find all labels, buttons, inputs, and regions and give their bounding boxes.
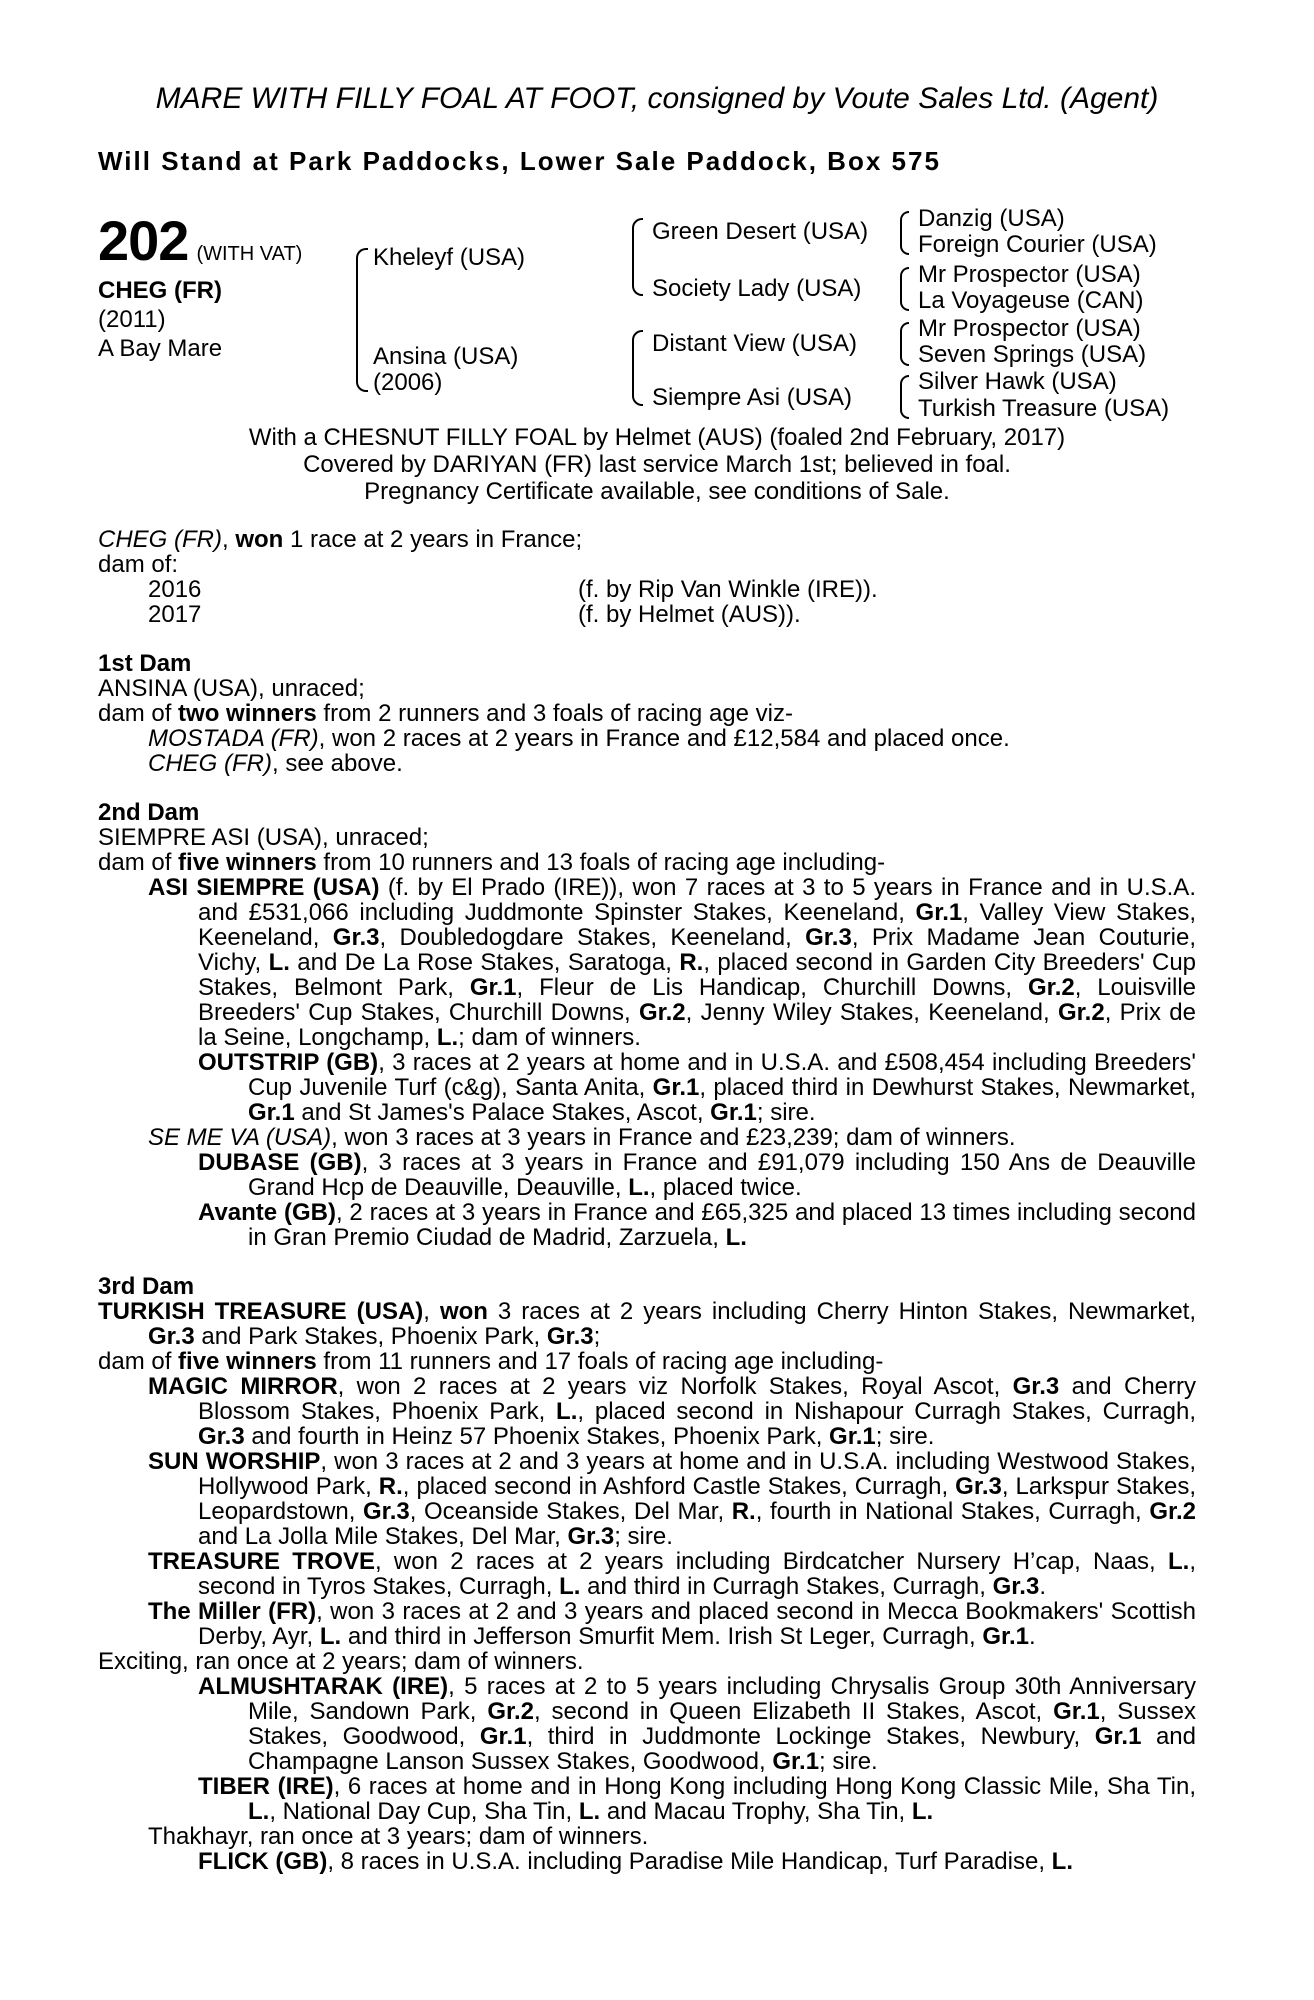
grade: Gr.2 bbox=[638, 999, 686, 1026]
first-dam-winners-line bbox=[98, 701, 1196, 726]
grade: L. bbox=[911, 1798, 934, 1825]
grade: Gr.3 bbox=[148, 1323, 195, 1350]
offspring-entry bbox=[98, 1125, 1196, 1150]
t: , won 3 races at 2 and 3 years and placed second in Mecca Bookmakers' Scottish Derby, Ayr, bbox=[198, 1598, 1196, 1650]
t: and St James's Palace Stakes, Ascot, bbox=[294, 1099, 711, 1126]
t: and De La Rose Stakes, Saratoga, bbox=[289, 949, 680, 976]
text: from 10 runners and 13 foals of racing age including- bbox=[316, 849, 886, 876]
foal-info bbox=[0, 424, 1314, 505]
brace-gen1 bbox=[356, 248, 368, 392]
t: , won 3 races at 2 and 3 years at home and in U.S.A. including Westwood Stakes, Hollywood Park, bbox=[198, 1448, 1196, 1500]
winners-count: five winners bbox=[178, 849, 317, 876]
grade: R. bbox=[378, 1473, 403, 1500]
grade: L. bbox=[268, 949, 290, 976]
offspring-entry bbox=[98, 1449, 1196, 1549]
t: , Prix Madame Jean Couturie, Vichy, bbox=[198, 924, 1196, 976]
first-dam-line: ANSINA (USA), unraced; bbox=[98, 675, 365, 702]
grade: Gr.3 bbox=[1012, 1373, 1060, 1400]
t: , fourth in National Stakes, Curragh, bbox=[755, 1498, 1150, 1525]
offspring-name: OUTSTRIP (GB) bbox=[198, 1049, 379, 1076]
exciting-line: Exciting, ran once at 2 years; dam of winners. bbox=[98, 1648, 584, 1675]
text: dam of bbox=[98, 700, 179, 727]
grade: Gr.1 bbox=[248, 1099, 295, 1126]
t: , second in Tyros Stakes, Curragh, bbox=[198, 1548, 1197, 1600]
grade: Gr.3 bbox=[546, 1323, 594, 1350]
grade: Gr.1 bbox=[829, 1423, 876, 1450]
third-dam-heading: 3rd Dam bbox=[98, 1273, 195, 1300]
brace-sire bbox=[632, 218, 643, 296]
offspring-entry bbox=[98, 1200, 1196, 1250]
won: won bbox=[439, 1298, 488, 1325]
t: , third in Juddmonte Lockinge Stakes, Newbury, bbox=[526, 1723, 1095, 1750]
grade: Gr.2 bbox=[1149, 1498, 1197, 1525]
t: , second in Queen Elizabeth II Stakes, Ascot, bbox=[534, 1698, 1054, 1725]
t: , Louisville Breeders' Cup Stakes, Churchill Downs, bbox=[198, 974, 1197, 1026]
pedigree-sire: Kheleyf (USA) bbox=[373, 244, 526, 271]
t: , 5 races at 2 to 5 years including Chrysalis Group 30th Anniversary Mile, Sandown Park, bbox=[248, 1673, 1196, 1725]
pedigree-dam-dam: Siempre Asi (USA) bbox=[652, 384, 853, 411]
t: and La Jolla Mile Stakes, Del Mar, bbox=[198, 1523, 568, 1550]
t: , placed twice. bbox=[649, 1174, 802, 1201]
grade: Gr.2 bbox=[1028, 974, 1075, 1001]
grade: Gr.1 bbox=[982, 1623, 1030, 1650]
grade: R. bbox=[731, 1498, 756, 1525]
offspring-entry bbox=[98, 1050, 1196, 1125]
second-dam-winners-line bbox=[98, 850, 1196, 875]
t: and Champagne Lanson Sussex Stakes, Goodwood, bbox=[248, 1723, 1197, 1775]
t: , Valley View Stakes, Keeneland, bbox=[198, 899, 1196, 951]
offspring-entry bbox=[98, 1549, 1196, 1599]
t: , Jenny Wiley Stakes, Keeneland, bbox=[685, 999, 1058, 1026]
t: , placed second in Garden City Breeders' Cup Stakes, Belmont Park, bbox=[198, 949, 1197, 1001]
brace-g3 bbox=[900, 322, 909, 366]
offspring-name: FLICK (GB) bbox=[198, 1848, 328, 1875]
grade: Gr.1 bbox=[479, 1723, 527, 1750]
pedigree-g8: Turkish Treasure (USA) bbox=[918, 395, 1170, 422]
produce-row bbox=[98, 577, 1196, 602]
t: ; sire. bbox=[756, 1099, 816, 1126]
grade: L. bbox=[628, 1174, 650, 1201]
grade: Gr.1 bbox=[1053, 1698, 1100, 1725]
horse-description: A Bay Mare bbox=[98, 335, 223, 362]
grade: Gr.2 bbox=[487, 1698, 535, 1725]
lot-number: 202 bbox=[98, 209, 189, 272]
text: dam of bbox=[98, 849, 179, 876]
produce-desc: (f. by Rip Van Winkle (IRE)). bbox=[578, 576, 878, 603]
lot-header-title: MARE WITH FILLY FOAL AT FOOT, consigned by Voute Sales Ltd. (Agent) bbox=[155, 82, 1159, 115]
summary-line: CHEG (FR), won 1 race at 2 years in France; bbox=[98, 526, 583, 553]
offspring-name: CHEG (FR) bbox=[148, 750, 272, 777]
offspring-text: , won 2 races at 2 years in France and £12,584 and placed once. bbox=[318, 725, 1010, 752]
grade: Gr.3 bbox=[363, 1498, 410, 1525]
third-dam-winners-line bbox=[98, 1349, 1196, 1374]
grade: Gr.3 bbox=[198, 1423, 245, 1450]
brace-g1 bbox=[900, 211, 909, 255]
grade: Gr.1 bbox=[915, 899, 963, 926]
pedigree-g1: Danzig (USA) bbox=[918, 205, 1065, 232]
pregnancy-line: Pregnancy Certificate available, see conditions of Sale. bbox=[364, 478, 950, 505]
pedigree-sire-sire: Green Desert (USA) bbox=[652, 218, 869, 245]
t: , 6 races at home and in Hong Kong including Hong Kong Classic Mile, Sha Tin, bbox=[333, 1773, 1196, 1800]
grade: Gr.1 bbox=[772, 1748, 820, 1775]
t: , Doubledogdare Stakes, Keeneland, bbox=[379, 924, 806, 951]
t: , Larkspur Stakes, Leopardstown, bbox=[198, 1473, 1196, 1525]
grade: Gr.3 bbox=[332, 924, 380, 951]
t: , 3 races at 3 years in France and £91,079 including 150 Ans de Deauville Grand Hcp de Deauville, Deauville, bbox=[248, 1149, 1197, 1201]
offspring-entry bbox=[98, 1674, 1196, 1774]
pedigree-dam: Ansina (USA) bbox=[373, 343, 519, 370]
brace-g4 bbox=[900, 375, 909, 419]
t: , National Day Cup, Sha Tin, bbox=[269, 1798, 579, 1825]
t: , placed second in Ashford Castle Stakes, Curragh, bbox=[402, 1473, 956, 1500]
covered-line: Covered by DARIYAN (FR) last service March 1st; believed in foal. bbox=[303, 451, 1011, 478]
t: dam of bbox=[98, 1348, 179, 1375]
t: ; bbox=[593, 1323, 601, 1350]
offspring-name: TIBER (IRE) bbox=[198, 1773, 334, 1800]
t: and Macau Trophy, Sha Tin, bbox=[600, 1798, 912, 1825]
lot-location: Will Stand at Park Paddocks, Lower Sale Paddock, Box 575 bbox=[98, 146, 941, 176]
offspring-entry bbox=[98, 1774, 1196, 1824]
brace-g2 bbox=[900, 267, 909, 311]
grade: Gr.1 bbox=[1094, 1723, 1142, 1750]
third-dam-line bbox=[98, 1299, 1196, 1349]
grade: L. bbox=[725, 1224, 747, 1251]
offspring-entry bbox=[98, 1150, 1196, 1200]
horse-name: CHEG (FR) bbox=[98, 277, 222, 304]
offspring-entry bbox=[98, 1599, 1196, 1649]
foal-line: With a CHESNUT FILLY FOAL by Helmet (AUS) (foaled 2nd February, 2017) bbox=[248, 424, 1066, 451]
summary-dam-of: dam of: bbox=[98, 551, 179, 578]
thakhayr-line: Thakhayr, ran once at 3 years; dam of winners. bbox=[148, 1823, 649, 1850]
catalogue-body bbox=[98, 527, 1196, 1874]
offspring-entry bbox=[98, 1849, 1196, 1874]
grade: Gr.1 bbox=[469, 974, 517, 1001]
produce-year: 2017 bbox=[148, 601, 202, 628]
t: ; dam of winners. bbox=[458, 1024, 641, 1051]
dam-name: TURKISH TREASURE (USA) bbox=[98, 1298, 424, 1325]
grade: L. bbox=[1168, 1548, 1190, 1575]
grade: Gr.1 bbox=[710, 1099, 757, 1126]
t: and third in Jefferson Smurfit Mem. Irish St Leger, Curragh, bbox=[341, 1623, 983, 1650]
t: ; sire. bbox=[819, 1748, 878, 1775]
grade: L. bbox=[1051, 1848, 1073, 1875]
offspring-name: ASI SIEMPRE (USA) bbox=[148, 874, 380, 901]
t: , bbox=[423, 1298, 430, 1325]
grade: Gr.3 bbox=[567, 1523, 615, 1550]
t: from 11 runners and 17 foals of racing age including- bbox=[316, 1348, 884, 1375]
produce-desc: (f. by Helmet (AUS)). bbox=[578, 601, 801, 628]
second-dam-line: SIEMPRE ASI (USA), unraced; bbox=[98, 824, 429, 851]
t: , Sussex Stakes, Goodwood, bbox=[248, 1698, 1196, 1750]
grade: L. bbox=[556, 1398, 578, 1425]
grade: L. bbox=[436, 1024, 459, 1051]
offspring-entry bbox=[98, 1374, 1196, 1449]
summary-text: 1 race at 2 years in France; bbox=[283, 526, 583, 553]
offspring-name: TREASURE TROVE bbox=[148, 1548, 375, 1575]
t: and Cherry Blossom Stakes, Phoenix Park, bbox=[198, 1373, 1197, 1425]
offspring-name: Avante (GB) bbox=[198, 1199, 336, 1226]
grade: Gr.3 bbox=[955, 1473, 1002, 1500]
grade: L. bbox=[559, 1573, 581, 1600]
grade: Gr.3 bbox=[805, 924, 852, 951]
t: , 3 races at 2 years at home and in U.S.A. and £508,454 including Breeders' Cup Juvenile Turf (c&g), Santa Anita, bbox=[248, 1049, 1196, 1101]
offspring-name: SE ME VA (USA) bbox=[148, 1124, 332, 1151]
pedigree-g4: La Voyageuse (CAN) bbox=[918, 287, 1144, 314]
offspring-name: SUN WORSHIP bbox=[148, 1448, 321, 1475]
brace-dam bbox=[632, 330, 643, 406]
grade: L. bbox=[319, 1623, 342, 1650]
t: , Oceanside Stakes, Del Mar, bbox=[409, 1498, 732, 1525]
text: from 2 runners and 3 foals of racing age viz- bbox=[316, 700, 793, 727]
winners-count: five winners bbox=[178, 1348, 317, 1375]
pedigree-dam-year: (2006) bbox=[373, 369, 443, 396]
grade: Gr.1 bbox=[652, 1074, 700, 1101]
t: , Fleur de Lis Handicap, Churchill Downs, bbox=[516, 974, 1029, 1001]
t: , 8 races in U.S.A. including Paradise Mile Handicap, Turf Paradise, bbox=[327, 1848, 1052, 1875]
offspring-entry bbox=[98, 751, 1196, 776]
t: , placed third in Dewhurst Stakes, Newmarket, bbox=[699, 1074, 1196, 1101]
lot-number-block bbox=[98, 208, 302, 273]
t: and fourth in Heinz 57 Phoenix Stakes, Phoenix Park, bbox=[244, 1423, 830, 1450]
horse-year: (2011) bbox=[98, 306, 166, 333]
t: , won 2 races at 2 years viz Norfolk Stakes, Royal Ascot, bbox=[337, 1373, 1013, 1400]
summary-won: won bbox=[235, 526, 284, 553]
offspring-name: MOSTADA (FR) bbox=[148, 725, 319, 752]
first-dam-heading: 1st Dam bbox=[98, 650, 192, 677]
t: (f. by El Prado (IRE)), won 7 races at 3 to 5 years in France and in U.S.A. and £531,066 including Juddmonte Spinster Stakes, Keeneland, bbox=[198, 874, 1196, 926]
offspring-name: DUBASE (GB) bbox=[198, 1149, 362, 1176]
pedigree-dam-sire: Distant View (USA) bbox=[652, 330, 857, 357]
t: ; sire. bbox=[875, 1423, 935, 1450]
t: 3 races at 2 years including Cherry Hinton Stakes, Newmarket, bbox=[487, 1298, 1197, 1325]
pedigree-g5: Mr Prospector (USA) bbox=[918, 315, 1141, 342]
grade: L. bbox=[248, 1798, 270, 1825]
t: and Park Stakes, Phoenix Park, bbox=[194, 1323, 547, 1350]
t: , won 3 races at 3 years in France and £23,239; dam of winners. bbox=[331, 1124, 1016, 1151]
vat-label: (WITH VAT) bbox=[196, 243, 303, 265]
grade: R. bbox=[679, 949, 704, 976]
pedigree-g6: Seven Springs (USA) bbox=[918, 341, 1147, 368]
offspring-name: The Miller (FR) bbox=[148, 1598, 317, 1625]
grade: Gr.3 bbox=[992, 1573, 1040, 1600]
winners-count: two winners bbox=[178, 700, 317, 727]
t: , 2 races at 3 years in France and £65,325 and placed 13 times including second in Gran Premio Ciudad de Madrid, Zarzuela, bbox=[248, 1199, 1196, 1251]
pedigree-g7: Silver Hawk (USA) bbox=[918, 368, 1117, 395]
t: and third in Curragh Stakes, Curragh, bbox=[580, 1573, 993, 1600]
t: . bbox=[1029, 1623, 1036, 1650]
grade: L. bbox=[578, 1798, 601, 1825]
horse-info bbox=[98, 276, 222, 363]
t: . bbox=[1039, 1573, 1046, 1600]
pedigree-sire-dam: Society Lady (USA) bbox=[652, 275, 862, 302]
pedigree-g2: Foreign Courier (USA) bbox=[918, 231, 1157, 258]
t: , Prix de la Seine, Longchamp, bbox=[198, 999, 1196, 1051]
t: , placed second in Nishapour Curragh Stakes, Curragh, bbox=[577, 1398, 1197, 1425]
offspring-entry bbox=[98, 726, 1196, 751]
pedigree-g3: Mr Prospector (USA) bbox=[918, 261, 1141, 288]
produce-year: 2016 bbox=[148, 576, 202, 603]
offspring-entry bbox=[98, 875, 1196, 1050]
produce-row bbox=[98, 602, 1196, 627]
summary-horse-name: CHEG (FR) bbox=[98, 526, 222, 553]
t: ; sire. bbox=[614, 1523, 673, 1550]
second-dam-heading: 2nd Dam bbox=[98, 799, 200, 826]
offspring-name: ALMUSHTARAK (IRE) bbox=[198, 1673, 449, 1700]
offspring-text: , see above. bbox=[271, 750, 403, 777]
offspring-name: MAGIC MIRROR bbox=[148, 1373, 338, 1400]
grade: Gr.2 bbox=[1058, 999, 1105, 1026]
t: , won 2 races at 2 years including Birdcatcher Nursery H’cap, Naas, bbox=[374, 1548, 1169, 1575]
